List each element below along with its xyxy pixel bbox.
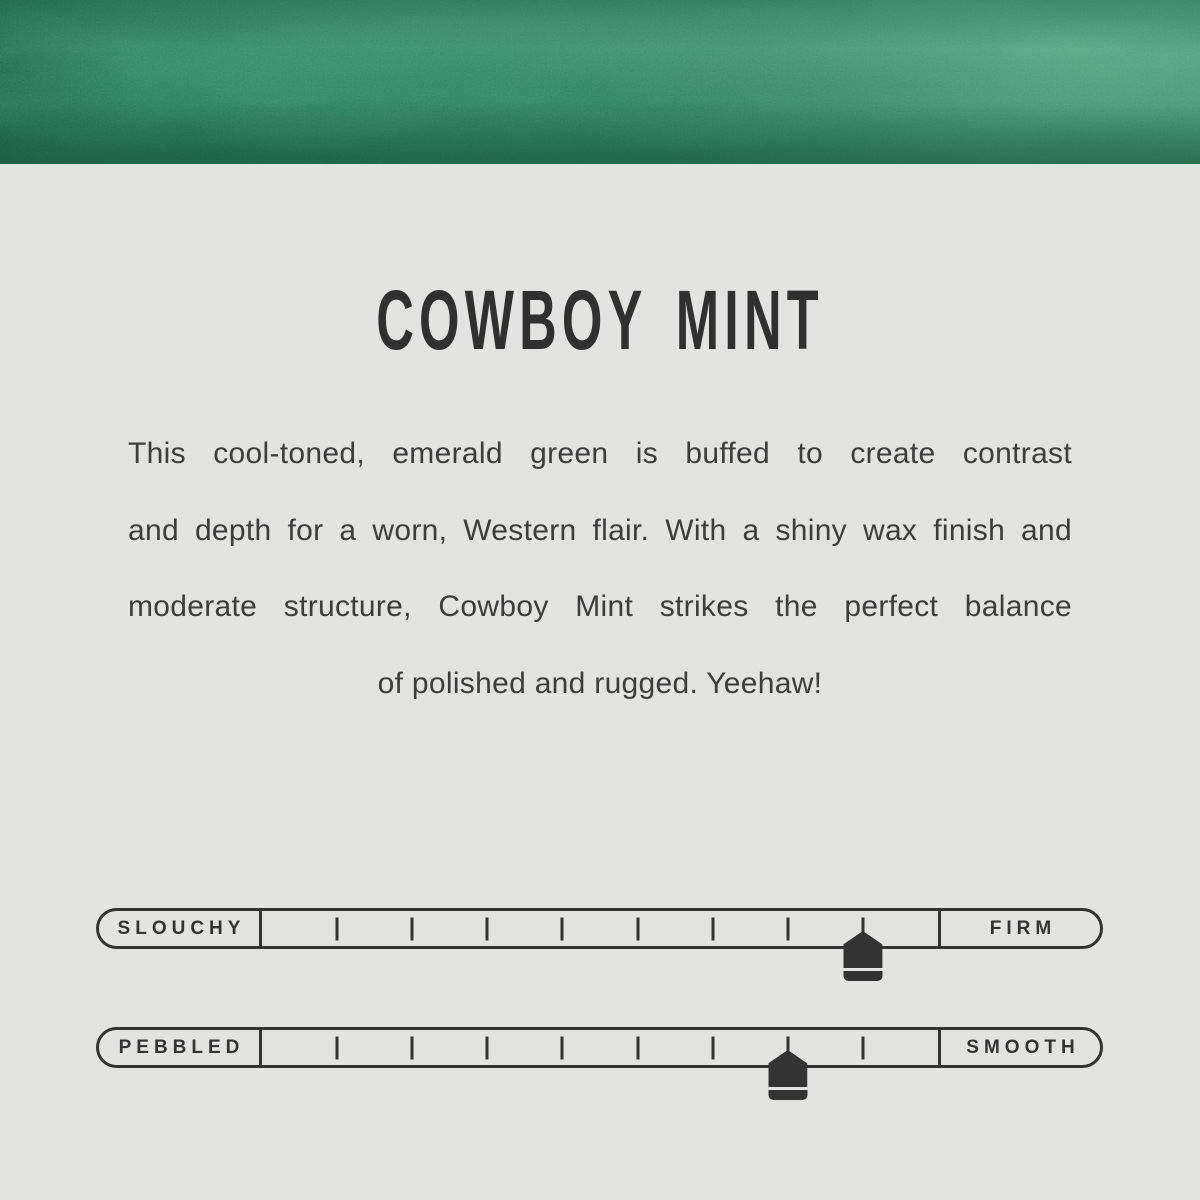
scale-left-label: PEBBLED xyxy=(118,1036,245,1058)
scale-left-cap xyxy=(99,1030,262,1065)
tick-mark xyxy=(561,1036,564,1059)
scale-right-cap xyxy=(938,1030,1100,1065)
tick-mark xyxy=(336,917,339,940)
tick-mark xyxy=(561,917,564,940)
tick-mark xyxy=(411,917,414,940)
description-line: of polished and rugged. Yeehaw! xyxy=(377,666,823,700)
description-line: moderate structure, Cowboy Mint strikes the perfect balance xyxy=(128,590,1072,623)
tick-mark xyxy=(861,917,864,940)
scale-left-label: SLOUCHY xyxy=(117,917,246,939)
tick-mark xyxy=(711,1036,714,1059)
tick-mark xyxy=(486,1036,489,1059)
scale-right-label: FIRM xyxy=(989,917,1057,939)
tick-mark xyxy=(486,917,489,940)
tick-mark xyxy=(786,917,789,940)
scale-right-cap xyxy=(938,911,1100,946)
scale-right-label: SMOOTH xyxy=(966,1036,1080,1058)
texture-scale xyxy=(96,1027,1103,1068)
tick-mark xyxy=(636,917,639,940)
structure-scale xyxy=(96,908,1103,949)
tick-mark xyxy=(636,1036,639,1059)
page-title: COWBOY MINT xyxy=(376,273,824,367)
tick-mark xyxy=(336,1036,339,1059)
tick-mark xyxy=(711,917,714,940)
scale-left-cap xyxy=(99,911,262,946)
marker-band xyxy=(843,971,882,981)
scale-track xyxy=(262,1030,938,1065)
color-description xyxy=(128,416,1072,722)
tick-mark xyxy=(411,1036,414,1059)
leather-swatch-image xyxy=(0,0,1200,164)
tick-mark xyxy=(786,1036,789,1059)
scale-track xyxy=(262,911,938,946)
tick-mark xyxy=(861,1036,864,1059)
leather-texture-graphic xyxy=(0,0,1200,164)
marker-band xyxy=(768,1090,807,1100)
description-line: This cool-toned, emerald green is buffed to create contrast xyxy=(128,437,1072,470)
description-line: and depth for a worn, Western flair. With a shiny wax finish and xyxy=(128,513,1072,547)
